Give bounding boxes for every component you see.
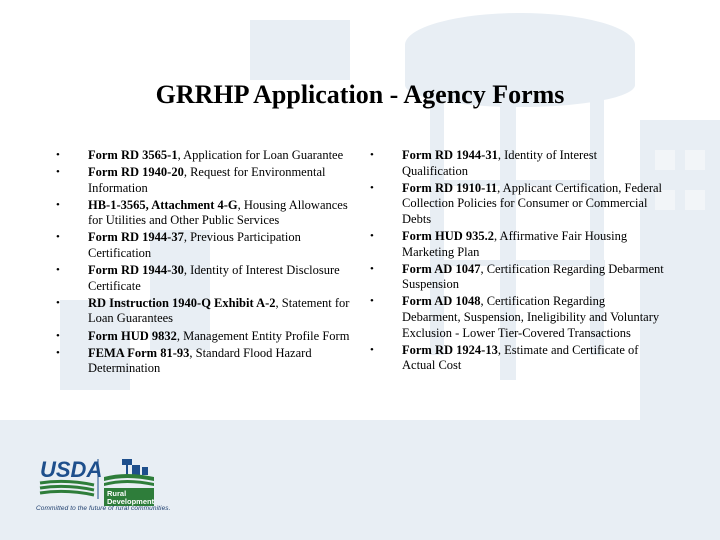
- bullet-icon: •: [370, 295, 374, 308]
- bullet-icon: •: [56, 264, 60, 277]
- form-code: Form RD 1910-11: [402, 180, 498, 195]
- form-code: Form HUD 9832: [88, 328, 177, 343]
- bullet-icon: •: [370, 149, 374, 161]
- form-list-item: [56, 148, 356, 164]
- form-description: , Applicant Certification, Federal Collection Policies for Consumer or Commercial Debts: [402, 180, 663, 226]
- bullet-icon: •: [56, 296, 60, 309]
- form-description: , Identity of Interest Disclosure Certificate: [88, 263, 340, 293]
- usda-logo-text: USDA: [40, 457, 103, 482]
- form-code: FEMA Form 81-93: [88, 345, 190, 360]
- form-code: Form AD 1048: [402, 294, 481, 309]
- bullet-icon: •: [56, 346, 60, 359]
- bullet-icon: •: [56, 166, 60, 179]
- footer-tagline: Committed to the future of rural communities.: [36, 505, 171, 512]
- usda-logo-icon: [40, 457, 102, 495]
- form-list-item: [56, 198, 356, 229]
- forms-list-right: [370, 148, 666, 375]
- form-code: Form RD 3565-1: [88, 148, 178, 162]
- form-description: , Statement for Loan Guarantees: [88, 295, 350, 326]
- forms-list-left: [56, 148, 356, 378]
- form-code: Form AD 1047: [402, 261, 481, 276]
- form-list-item: [370, 262, 666, 293]
- form-code: Form HUD 935.2: [402, 228, 494, 243]
- form-description: , Housing Allowances for Utilities and Other Public Services: [88, 197, 348, 228]
- development-label: Development: [107, 497, 155, 506]
- form-description: , Identity of Interest Qualification: [402, 148, 598, 178]
- bullet-icon: •: [56, 149, 60, 161]
- bullet-icon: •: [56, 231, 60, 244]
- form-description: , Certification Regarding Debarment Suspension: [402, 261, 664, 292]
- form-code: Form RD 1924-13: [402, 342, 498, 357]
- form-description: , Estimate and Certificate of Actual Cost: [402, 342, 639, 373]
- form-description: , Management Entity Profile Form: [176, 328, 350, 343]
- rural-label: Rural: [107, 489, 127, 498]
- form-list-item: [56, 296, 356, 327]
- bullet-icon: •: [370, 343, 374, 356]
- bullet-icon: •: [56, 329, 60, 342]
- form-list-item: [56, 346, 356, 377]
- form-list-item: [56, 165, 356, 196]
- bullet-icon: •: [370, 229, 374, 242]
- bullet-icon: •: [370, 181, 374, 194]
- form-code: Form RD 1944-31: [402, 148, 498, 162]
- form-list-item: [370, 343, 666, 374]
- form-description: , Standard Flood Hazard Determination: [88, 345, 312, 376]
- form-list-item: [370, 294, 666, 341]
- form-list-item: [370, 229, 666, 260]
- form-description: , Certification Regarding Debarment, Suspension, Ineligibility and Voluntary Exclusion - Lower Tier-Covered Transactions: [402, 294, 660, 340]
- form-code: HB-1-3565, Attachment 4-G: [88, 197, 238, 212]
- form-list-item: [370, 181, 666, 228]
- usda-rural-development-logo: [36, 455, 236, 525]
- form-list-item: [56, 263, 356, 294]
- form-description: , Request for Environmental Information: [88, 165, 326, 195]
- form-code: Form RD 1944-37: [88, 230, 184, 245]
- form-list-item: [370, 148, 666, 179]
- form-list-item: [56, 230, 356, 261]
- slide-title: GRRHP Application - Agency Forms: [155, 80, 565, 109]
- form-code: Form RD 1940-20: [88, 165, 184, 180]
- form-description: , Previous Participation Certification: [88, 230, 301, 261]
- bullet-icon: •: [370, 262, 374, 275]
- form-code: RD Instruction 1940-Q Exhibit A-2: [88, 295, 276, 310]
- rural-development-emblem-icon: [104, 459, 155, 506]
- form-code: Form RD 1944-30: [88, 263, 184, 278]
- form-description: , Application for Loan Guarantee: [177, 148, 344, 162]
- form-description: , Affirmative Fair Housing Marketing Plan: [402, 228, 628, 259]
- bullet-icon: •: [56, 198, 60, 211]
- form-list-item: [56, 329, 356, 345]
